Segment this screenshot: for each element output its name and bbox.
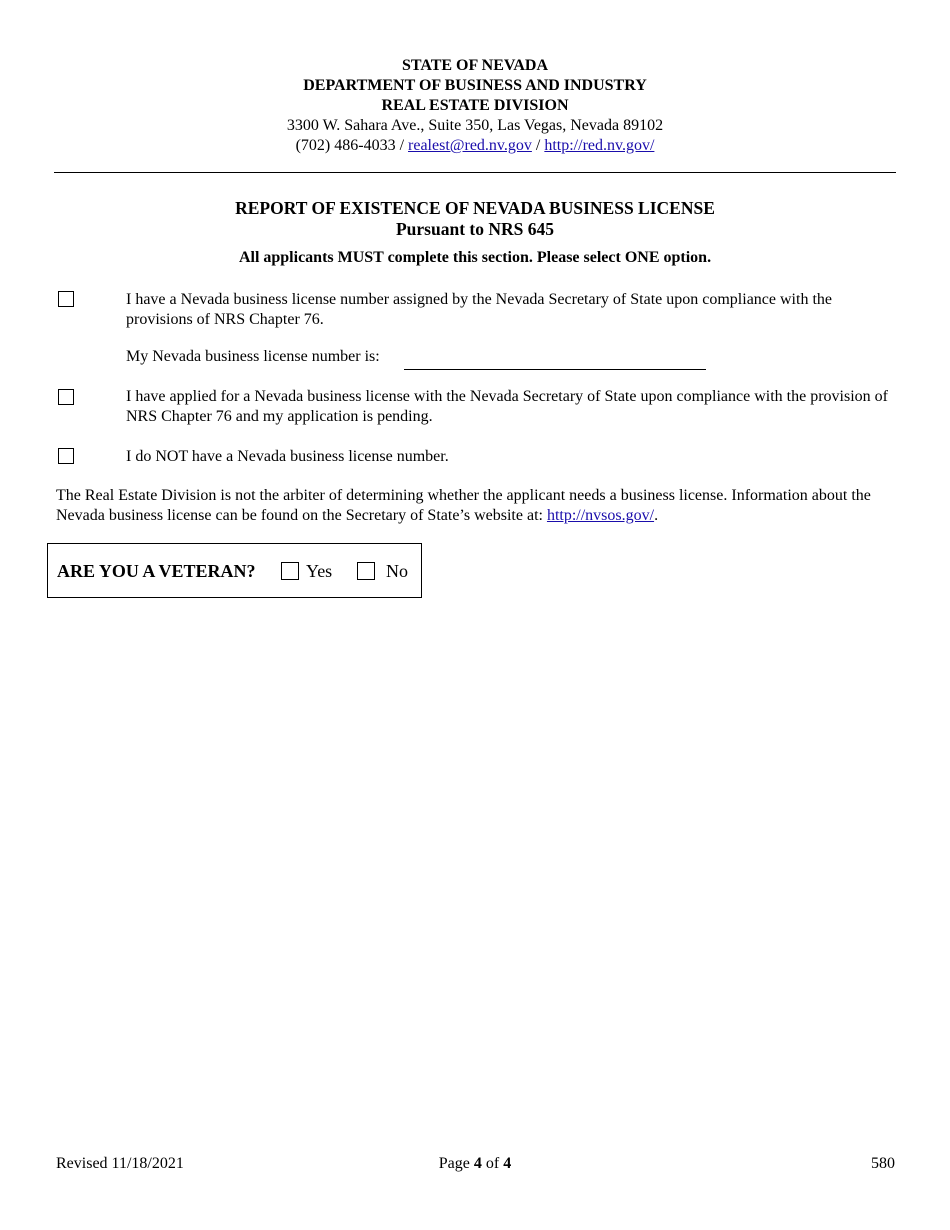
division-name: REAL ESTATE DIVISION (381, 97, 569, 114)
form-number: 580 (871, 1155, 895, 1172)
revision-date: Revised 11/18/2021 (56, 1155, 184, 1172)
agency-header (0, 56, 950, 156)
license-number-field[interactable] (404, 369, 706, 370)
contact-separator: / (535, 137, 541, 154)
agency-address: 3300 W. Sahara Ave., Suite 350, Las Vegas, Nevada 89102 (286, 117, 664, 134)
info-trailing: . (654, 507, 659, 524)
form-instruction: All applicants MUST complete this section. Please select ONE option. (238, 249, 712, 266)
info-text: The Real Estate Division is not the arbiter of determining whether the applicant needs a business license. Information about the Nevada business license can be found on the Secretary of State’s website at: (56, 487, 871, 524)
veteran-question: ARE YOU A VETERAN? (57, 561, 256, 581)
nvsos-website-link[interactable]: http://nvsos.gov/ (546, 507, 655, 524)
veteran-yes-checkbox[interactable] (281, 562, 299, 580)
option-no-license-checkbox[interactable] (58, 448, 74, 464)
agency-website-link[interactable]: http://red.nv.gov/ (544, 137, 655, 154)
form-title-subtitle: Pursuant to NRS 645 (395, 219, 554, 239)
option-no-license-text: I do NOT have a Nevada business license number. (126, 448, 449, 465)
agency-phone: (702) 486-4033 (295, 137, 396, 154)
option-applied-checkbox[interactable] (58, 389, 74, 405)
veteran-section (47, 543, 422, 598)
department-name: DEPARTMENT OF BUSINESS AND INDUSTRY (303, 77, 647, 94)
page-prefix: Page (438, 1155, 470, 1172)
page-total: 4 (503, 1155, 512, 1172)
form-title (0, 198, 950, 240)
option-has-license-checkbox[interactable] (58, 291, 74, 307)
form-title-main: REPORT OF EXISTENCE OF NEVADA BUSINESS LICENSE (235, 198, 715, 218)
veteran-no-label: No (386, 561, 408, 581)
contact-separator: / (399, 137, 405, 154)
agency-email-link[interactable]: realest@red.nv.gov (408, 137, 532, 154)
veteran-no-checkbox[interactable] (357, 562, 375, 580)
info-paragraph (56, 486, 896, 526)
agency-contact (0, 136, 950, 156)
license-number-label: My Nevada business license number is: (126, 348, 380, 365)
veteran-yes-label: Yes (306, 561, 333, 581)
state-name: STATE OF NEVADA (401, 57, 549, 74)
page-indicator (0, 1155, 950, 1173)
header-divider (54, 172, 896, 173)
page-of: of (485, 1155, 500, 1172)
page-current: 4 (473, 1155, 482, 1172)
option-applied-text: I have applied for a Nevada business license with the Nevada Secretary of State upon compliance with the provision of NRS Chapter 76 and my application is pending. (126, 388, 888, 425)
option-has-license-text: I have a Nevada business license number assigned by the Nevada Secretary of State upon compliance with the provisions of NRS Chapter 76. (126, 291, 832, 328)
